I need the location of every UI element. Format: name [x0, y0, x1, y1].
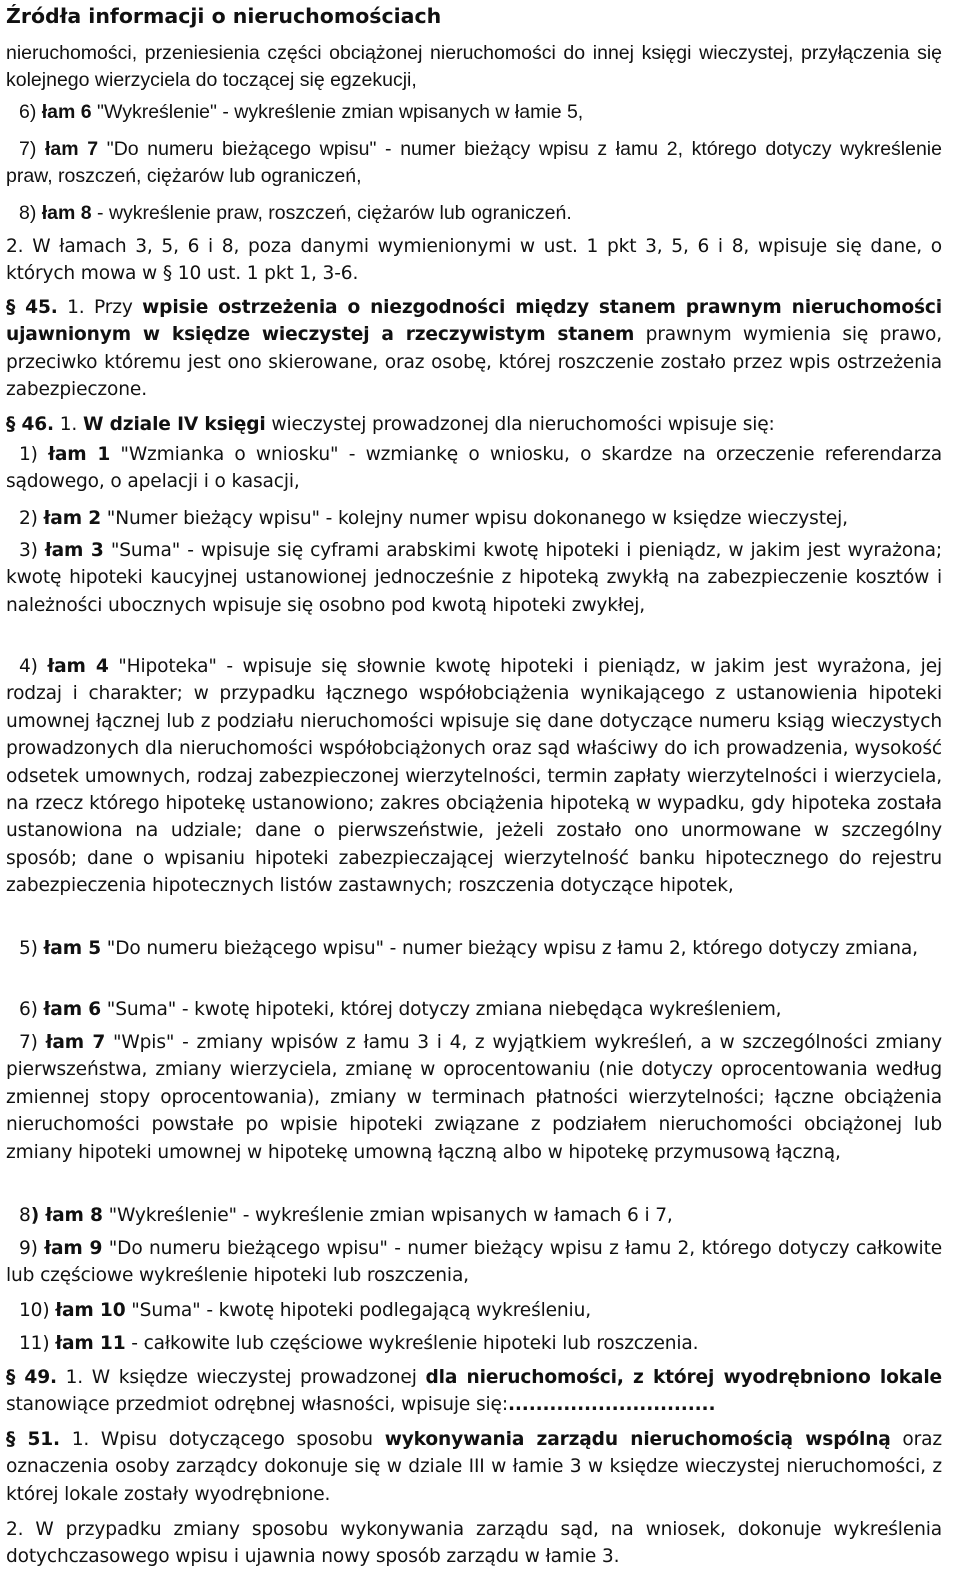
text-run: "Do numeru bieżącego wpisu" - numer bieżący wpisu z łamu 2, którego dotyczy wykreślenie praw, roszczeń, ciężarów lub ograniczeń,: [6, 138, 942, 188]
text-run: - wykreślenie praw, roszczeń, ciężarów lub ograniczeń.: [91, 202, 572, 224]
item-lam-8: [6, 1202, 942, 1229]
text-run: 1. Wpisu dotyczącego sposobu: [59, 1429, 385, 1450]
text-run: 2): [19, 508, 44, 529]
bold-text-run: wpisie ostrzeżenia o niezgodności między stanem prawnym nieruchomości ujawnionym w księdze wieczystej a rzeczywistym stanem: [6, 297, 942, 346]
bold-text-run: § 45.: [6, 297, 58, 318]
item-lam-4: [6, 653, 942, 900]
text-run: prawnym wymienia się prawo, przeciwko któremu jest ono skierowane, oraz osobę, której roszczenie zostało przez wpis ostrzeżenia zabezpieczone.: [6, 324, 943, 401]
text-run: 8: [19, 1205, 31, 1226]
text-run: 9): [19, 1238, 45, 1259]
text-run: "Do numeru bieżącego wpisu" - numer bieżący wpisu z łamu 2, którego dotyczy zmiana,: [101, 938, 918, 959]
item-lam-7: [6, 1029, 942, 1166]
paragraph-ust-2: [6, 233, 942, 288]
paragraph-carryover: [6, 40, 942, 95]
text-run: 2. W łamach 3, 5, 6 i 8, poza danymi wymienionymi w ust. 1 pkt 3, 5, 6 i 8, wpisuje się dane, o których mowa w § 10 ust. 1 pkt 1, 3-6.: [6, 236, 942, 285]
item-lam-9: [6, 1235, 942, 1290]
text-run: "Suma" - wpisuje się cyframi arabskimi kwotę hipoteki i pieniądz, w jakim jest wyrażona; kwotę hipoteki kaucyjnej ustanowionej jednocześnie z hipoteką zwykłą na zabezpieczenie kosztów i należności ubocznych wpisuje się osobno pod kwotą hipoteki zwykłej,: [6, 540, 943, 616]
document-title: Źródła informacji o nieruchomościach: [6, 4, 442, 28]
text-run: "Do numeru bieżącego wpisu" - numer bieżący wpisu z łamu 2, którego dotyczy całkowite lub częściowe wykreślenie hipoteki lub roszczenia,: [6, 1238, 942, 1287]
text-run: "Suma" - kwotę hipoteki, której dotyczy zmiana niebędąca wykreśleniem,: [101, 999, 782, 1020]
item-lam-11: [6, 1330, 942, 1357]
text-run: 4): [19, 656, 48, 677]
bold-text-run: W dziale IV księgi: [82, 414, 266, 435]
paragraph-par-45: [6, 294, 942, 404]
text-run: "Suma" - kwotę hipoteki podlegającą wykreśleniu,: [125, 1300, 591, 1321]
bold-text-run: dla nieruchomości, z której wyodrębniono lokale: [425, 1367, 942, 1388]
text-run: 1. W księdze wieczystej prowadzonej: [56, 1367, 426, 1388]
text-run: 5): [19, 938, 44, 959]
text-run: "Numer bieżący wpisu" - kolejny numer wpisu dokonanego w księdze wieczystej,: [101, 508, 848, 529]
bold-text-run: łam 6: [43, 999, 102, 1020]
bold-text-run: łam 9: [44, 1238, 103, 1259]
text-run: stanowiące przedmiot odrębnej własności, wpisuje się:: [6, 1394, 508, 1416]
text-run: "Wpis" - zmiany wpisów z łamu 3 i 4, z wyjątkiem wykreśleń, a w szczególności zmiany pierwszeństwa, zmiany wierzyciela, zmianę w oprocentowaniu (nie dotyczy oprocentowania według zmiennej stopy oprocentowania), zmiany w terminach płatności wierzytelności; łączne obciążenia nieruchomości powstałe po wpisie hipoteki związane z podziałem nieruchomości obciążonej lub zmiany hipoteki umownej w hipotekę umowną łączną albo w hipotekę przymusową łączną,: [6, 1032, 943, 1163]
text-run: 1.: [53, 414, 83, 435]
bold-text-run: łam 7: [45, 138, 99, 160]
bold-text-run: łam 2: [43, 508, 102, 529]
text-run: 7): [19, 138, 45, 160]
text-run: oraz oznaczenia osoby zarządcy dokonuje się w dziale III w łamie 3 w księdze wieczystej nieruchomości, z której lokale zostały wyodrębnione.: [6, 1429, 943, 1505]
paragraph-lam-8: [6, 200, 942, 227]
paragraph-par-49: [6, 1364, 942, 1419]
bold-text-run: łam 5: [43, 938, 102, 959]
text-run: 6): [19, 101, 42, 123]
text-run: "Wykreślenie" - wykreślenie zmian wpisanych w łamie 5,: [91, 101, 584, 123]
item-lam-10: [6, 1297, 942, 1324]
item-lam-6: [6, 996, 942, 1023]
paragraph-par-51: [6, 1426, 942, 1508]
text-run: - całkowite lub częściowe wykreślenie hipoteki lub roszczenia.: [125, 1333, 699, 1354]
text-run: 3): [19, 540, 45, 561]
text-run: "Wykreślenie" - wykreślenie zmian wpisanych w łamach 6 i 7,: [102, 1205, 673, 1226]
paragraph-lam-6: [6, 99, 942, 126]
paragraph-par-46: [6, 411, 942, 438]
paragraph-lam-7: [6, 136, 942, 191]
bold-text-run: łam 11: [55, 1333, 126, 1354]
item-lam-3: [6, 537, 942, 619]
bold-text-run: § 46.: [6, 414, 54, 435]
bold-text-run: wykonywania zarządu nieruchomością wspólną: [384, 1429, 891, 1450]
text-run: 1. Przy: [57, 297, 143, 318]
paragraph-par-51-ust-2: [6, 1516, 942, 1571]
text-run: 8): [19, 202, 42, 224]
text-run: 1): [19, 444, 49, 465]
item-lam-5: [6, 935, 942, 962]
text-run: 2. W przypadku zmiany sposobu wykonywania zarządu sąd, na wniosek, dokonuje wykreślenia dotychczasowego wpisu i ujawnia nowy sposób zarządu w łamie 3.: [6, 1519, 942, 1568]
text-run: 6): [19, 999, 44, 1020]
bold-text-run: ) łam 8: [30, 1205, 103, 1226]
item-lam-2: [6, 505, 942, 532]
bold-text-run: łam 1: [48, 444, 111, 465]
bold-text-run: łam 10: [55, 1300, 126, 1321]
text-run: "Wzmianka o wniosku" - wzmiankę o wniosku, o skardze na orzeczenie referendarza sądowego, o apelacji i o kasacji,: [6, 444, 943, 493]
bold-text-run: łam 4: [47, 656, 109, 677]
item-lam-1: [6, 441, 942, 496]
bold-text-run: § 51.: [6, 1429, 60, 1450]
bold-text-run: ..............................: [507, 1394, 716, 1416]
text-run: nieruchomości, przeniesienia części obciążonej nieruchomości do innej księgi wieczystej, przyłączenia się kolejnego wierzyciela do toczącej się egzekucji,: [6, 42, 942, 92]
bold-text-run: łam 7: [45, 1032, 106, 1053]
text-run: 11): [19, 1333, 56, 1354]
text-run: 7): [19, 1032, 46, 1053]
bold-text-run: łam 8: [41, 202, 92, 224]
bold-text-run: łam 3: [44, 540, 104, 561]
text-run: wieczystej prowadzonej dla nieruchomości wpisuje się:: [265, 414, 775, 435]
text-run: 10): [19, 1300, 56, 1321]
bold-text-run: § 49.: [6, 1367, 57, 1388]
bold-text-run: łam 6: [41, 101, 92, 123]
text-run: "Hipoteka" - wpisuje się słownie kwotę hipoteki i pieniądz, w jakim jest wyrażona, jej rodzaj i charakter; w przypadku łącznego współobciążenia wynikającego z ustanowienia hipoteki umownej łącznej lub z podziału nieruchomości wpisuje się dane dotyczące numeru ksiąg wieczystych prowadzonych dla nieruchomości współobciążonych oraz sąd właściwy do ich prowadzenia, wysokość odsetek umownych, rodzaj zabezpieczonej wierzytelności, termin zapłaty wierzytelności i wierzyciela, na rzecz którego hipotekę ustanowiono; zakres obciążenia hipoteką w wypadku, gdy hipoteka została ustanowiona na udziale; dane o pierwszeństwie, jeżeli zostało ono unormowane w szczególny sposób; dane o wpisaniu hipoteki zabezpieczającej wierzytelność banku hipotecznego do rejestru zabezpieczenia hipotecznych listów zastawnych; roszczenia dotyczące hipotek,: [6, 656, 942, 897]
